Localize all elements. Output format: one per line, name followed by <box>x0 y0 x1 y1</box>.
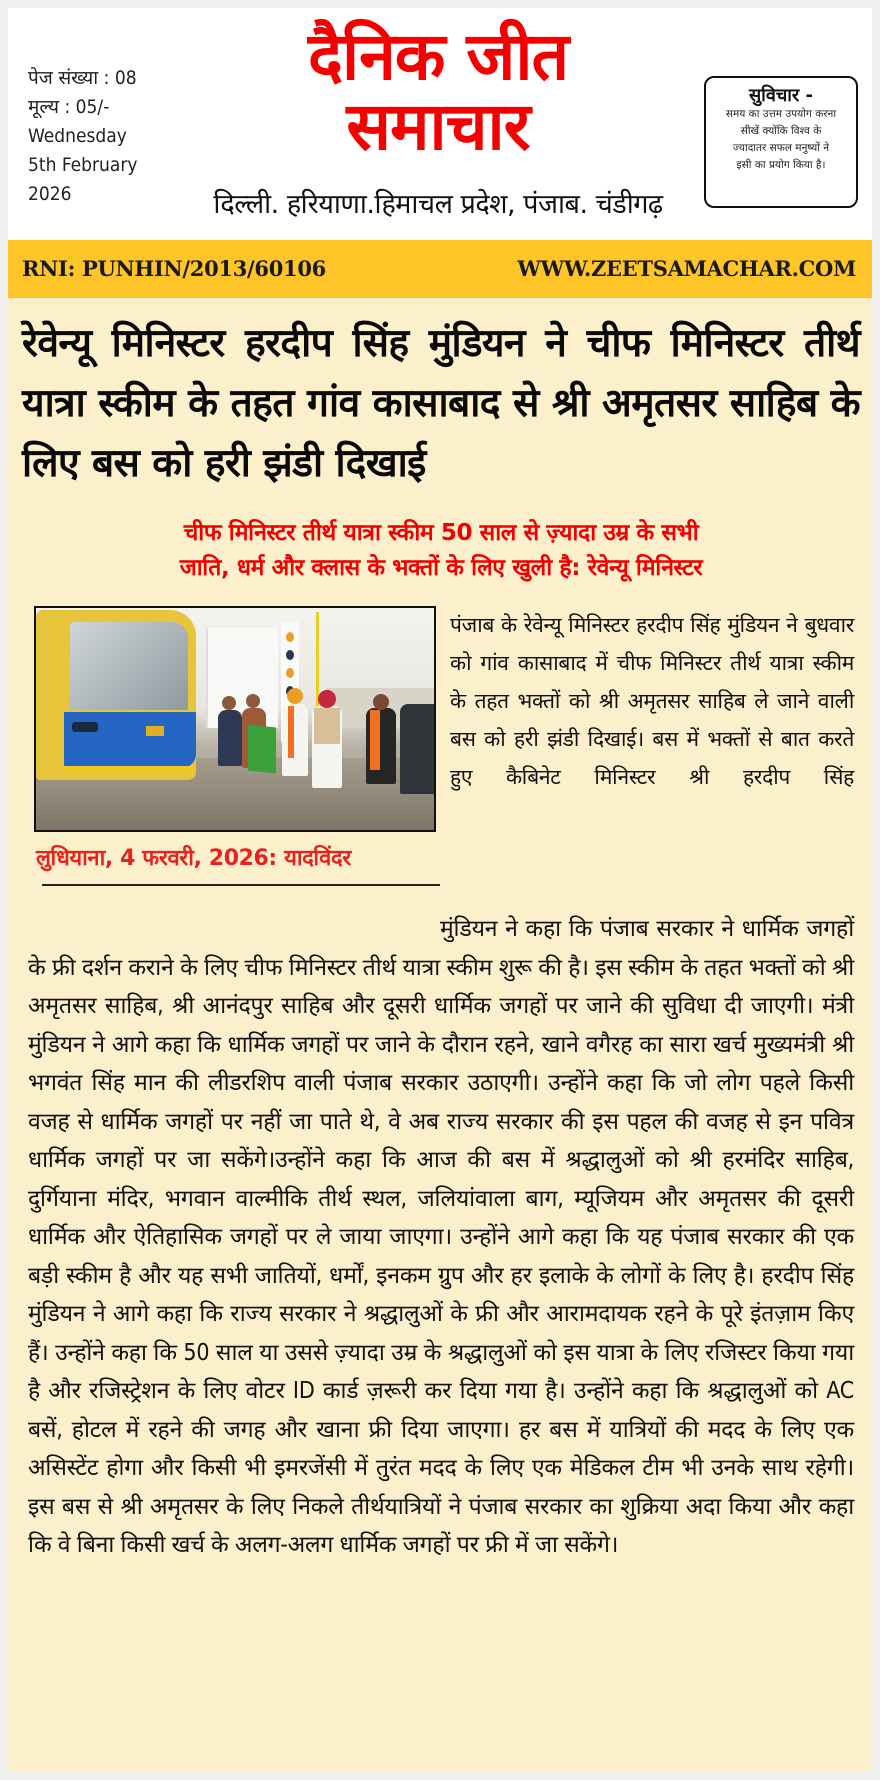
title-line-1: दैनिक जीत <box>307 18 569 95</box>
quote-line: इसी का प्रयोग किया है। <box>736 159 826 171</box>
photo-bus-windshield <box>70 622 188 710</box>
photo-person-head <box>222 696 236 710</box>
photo-person-head <box>373 694 389 710</box>
weekday: Wednesday <box>28 125 127 147</box>
photo-bus-front <box>64 712 196 768</box>
article-dateline: लुधियाना, 4 फरवरी, 2026: यादविंदर <box>36 846 351 871</box>
quote-title: सुविचार - <box>748 85 814 106</box>
article-body-text: मुंडियन ने कहा कि पंजाब सरकार ने धार्मिक जगहों के फ्री दर्शन कराने के लिए चीफ मिनिस्टर तीर्थ यात्रा स्कीम शुरू की है। इस स्कीम के तहत भक्तों को श्री अमृतसर साहिब, श्री आनंदपुर साहिब और दूसरी धार्मिक जगहों पर जाने की सुविधा दी जाएगी। मंत्री मुंडियन ने आगे कहा कि धार्मिक जगहों पर जाने के दौरान रहने, खाने वगैरह का सारा खर्च मुख्यमंत्री श्री भगवंत सिंह मान की लीडरशिप वाली पंजाब सरकार उठाएगी। उन्होंने कहा कि जो लोग पहले किसी वजह से धार्मिक जगहों पर नहीं जा पाते थे, वे अब राज्य सरकार की इस पहल की वजह से इन पवित्र धार्मिक जगहों पर जा सकेंगे।उन्होंने कहा कि आज की बस में श्रद्धालुओं को श्री हरमंदिर साहिब, दुर्गियाना मंदिर, भगवान वाल्मीकि तीर्थ स्थल, जलियांवाला बाग, म्यूजियम और अमृतसर की दूसरी धार्मिक और ऐतिहासिक जगहों पर ले जाया जाएगा। उन्होंने आगे कहा कि यह पंजाब सरकार की एक बड़ी स्कीम है और यह सभी जातियों, धर्मों, इनकम ग्रुप और हर इलाके के लोगों के लिए है। हरदीप सिंह मुंडियन ने आगे कहा कि राज्य सरकार ने श्रद्धालुओं के फ्री और आरामदायक रहने के पूरे इंतज़ाम किए हैं। उन्होंने कहा कि 50 साल या उससे ज़्यादा उम्र के श्रद्धालुओं को इस यात्रा के लिए रजिस्टर किया गया है और रजिस्ट्रेशन के लिए वोटर ID कार्ड ज़रूरी कर दिया गया है। उन्होंने कहा कि श्रद्धालुओं को AC बसें, होटल में रहने की जगह और खाना फ्री दिया जाएगा। हर बस में यात्रियों की मदद के लिए एक असिस्टेंट होगा और किसी भी इमरजेंसी में तुरंत मदद के लिए एक मेडिकल टीम भी उनके साथ रहेगी। इस बस से श्री अमृतसर के लिए निकले तीर्थयात्रियों ने पंजाब सरकार का शुक्रिया अदा किया और कहा कि वे बिना किसी खर्च के अलग-अलग धार्मिक जगहों पर फ्री में जा सकेंगे। <box>28 916 854 1558</box>
photo-bus-plate <box>146 726 164 736</box>
photo-person <box>218 710 242 766</box>
photo-decoration <box>286 650 294 660</box>
caption-divider <box>42 884 440 886</box>
masthead <box>8 8 872 240</box>
photo-decoration <box>286 632 294 642</box>
subheadline-line-2: जाति, धर्म और क्लास के भक्तों के लिए खुली है: रेवेन्यू मिनिस्टर <box>179 555 703 581</box>
quote-line: सीखें क्योंकि विश्व के <box>740 125 822 137</box>
photo-person <box>400 704 434 794</box>
rni-number: RNI: PUNHIN/2013/60106 <box>22 256 326 281</box>
article-headline: रेवेन्यू मिनिस्टर हरदीप सिंह मुंडियन ने चीफ मिनिस्टर तीर्थ यात्रा स्कीम के तहत गांव कासाबाद से श्री अमृतसर साहिब के लिए बस को हरी झंडी दिखाई <box>22 321 860 486</box>
photo-green-flag <box>248 725 276 774</box>
photo-saffron-scarf <box>288 706 294 758</box>
photo-turban <box>318 690 336 708</box>
photo-bus-bumper <box>64 766 196 772</box>
photo-person <box>282 704 308 776</box>
quote-line: समय का उत्तम उपयोग करना <box>725 108 837 120</box>
coverage-tagline: दिल्ली. हरियाणा.हिमाचल प्रदेश, पंजाब. चंडीगढ़ <box>213 189 663 220</box>
page-count: पेज संख्या : 08 <box>28 67 137 89</box>
photo-bus-headlight <box>72 722 98 732</box>
photo-turban <box>287 688 303 704</box>
quote-line: ज्यादातर सफल मनुष्यों ने <box>732 142 830 154</box>
issue-meta <box>28 64 137 209</box>
website-link[interactable]: WWW.ZEETSAMACHAR.COM <box>517 256 856 281</box>
photo-person-head <box>246 694 260 708</box>
thought-of-the-day-box <box>704 76 858 208</box>
issue-year: 2026 <box>28 183 72 205</box>
info-bar <box>8 240 872 298</box>
newspaper-title <box>188 18 688 165</box>
article-photo <box>34 606 436 832</box>
article-body-column: पंजाब के रेवेन्यू मिनिस्टर हरदीप सिंह मुंडियन ने बुधवार को गांव कासाबाद में चीफ मिनिस्टर तीर्थ यात्रा स्कीम के तहत भक्तों को श्री अमृतसर साहिब ले जाने वाली बस को हरी झंडी दिखाई। बस में भक्तों से बात करते हुए कैबिनेट मिनिस्टर श्री हरदीप सिंह <box>450 613 854 789</box>
title-line-2: समाचार <box>346 88 530 165</box>
quote-text <box>706 106 856 174</box>
article-subheadline <box>22 516 860 586</box>
photo-vest <box>314 708 340 744</box>
article-body <box>28 910 854 1565</box>
newspaper-page <box>8 8 872 1772</box>
subheadline-line-1: चीफ मिनिस्टर तीर्थ यात्रा स्कीम 50 साल से ज़्यादा उम्र के सभी <box>183 520 699 546</box>
photo-saffron-scarf <box>370 710 380 770</box>
photo-decoration <box>286 668 294 678</box>
issue-date: 5th February <box>28 154 138 176</box>
price: मूल्य : 05/- <box>28 96 110 118</box>
